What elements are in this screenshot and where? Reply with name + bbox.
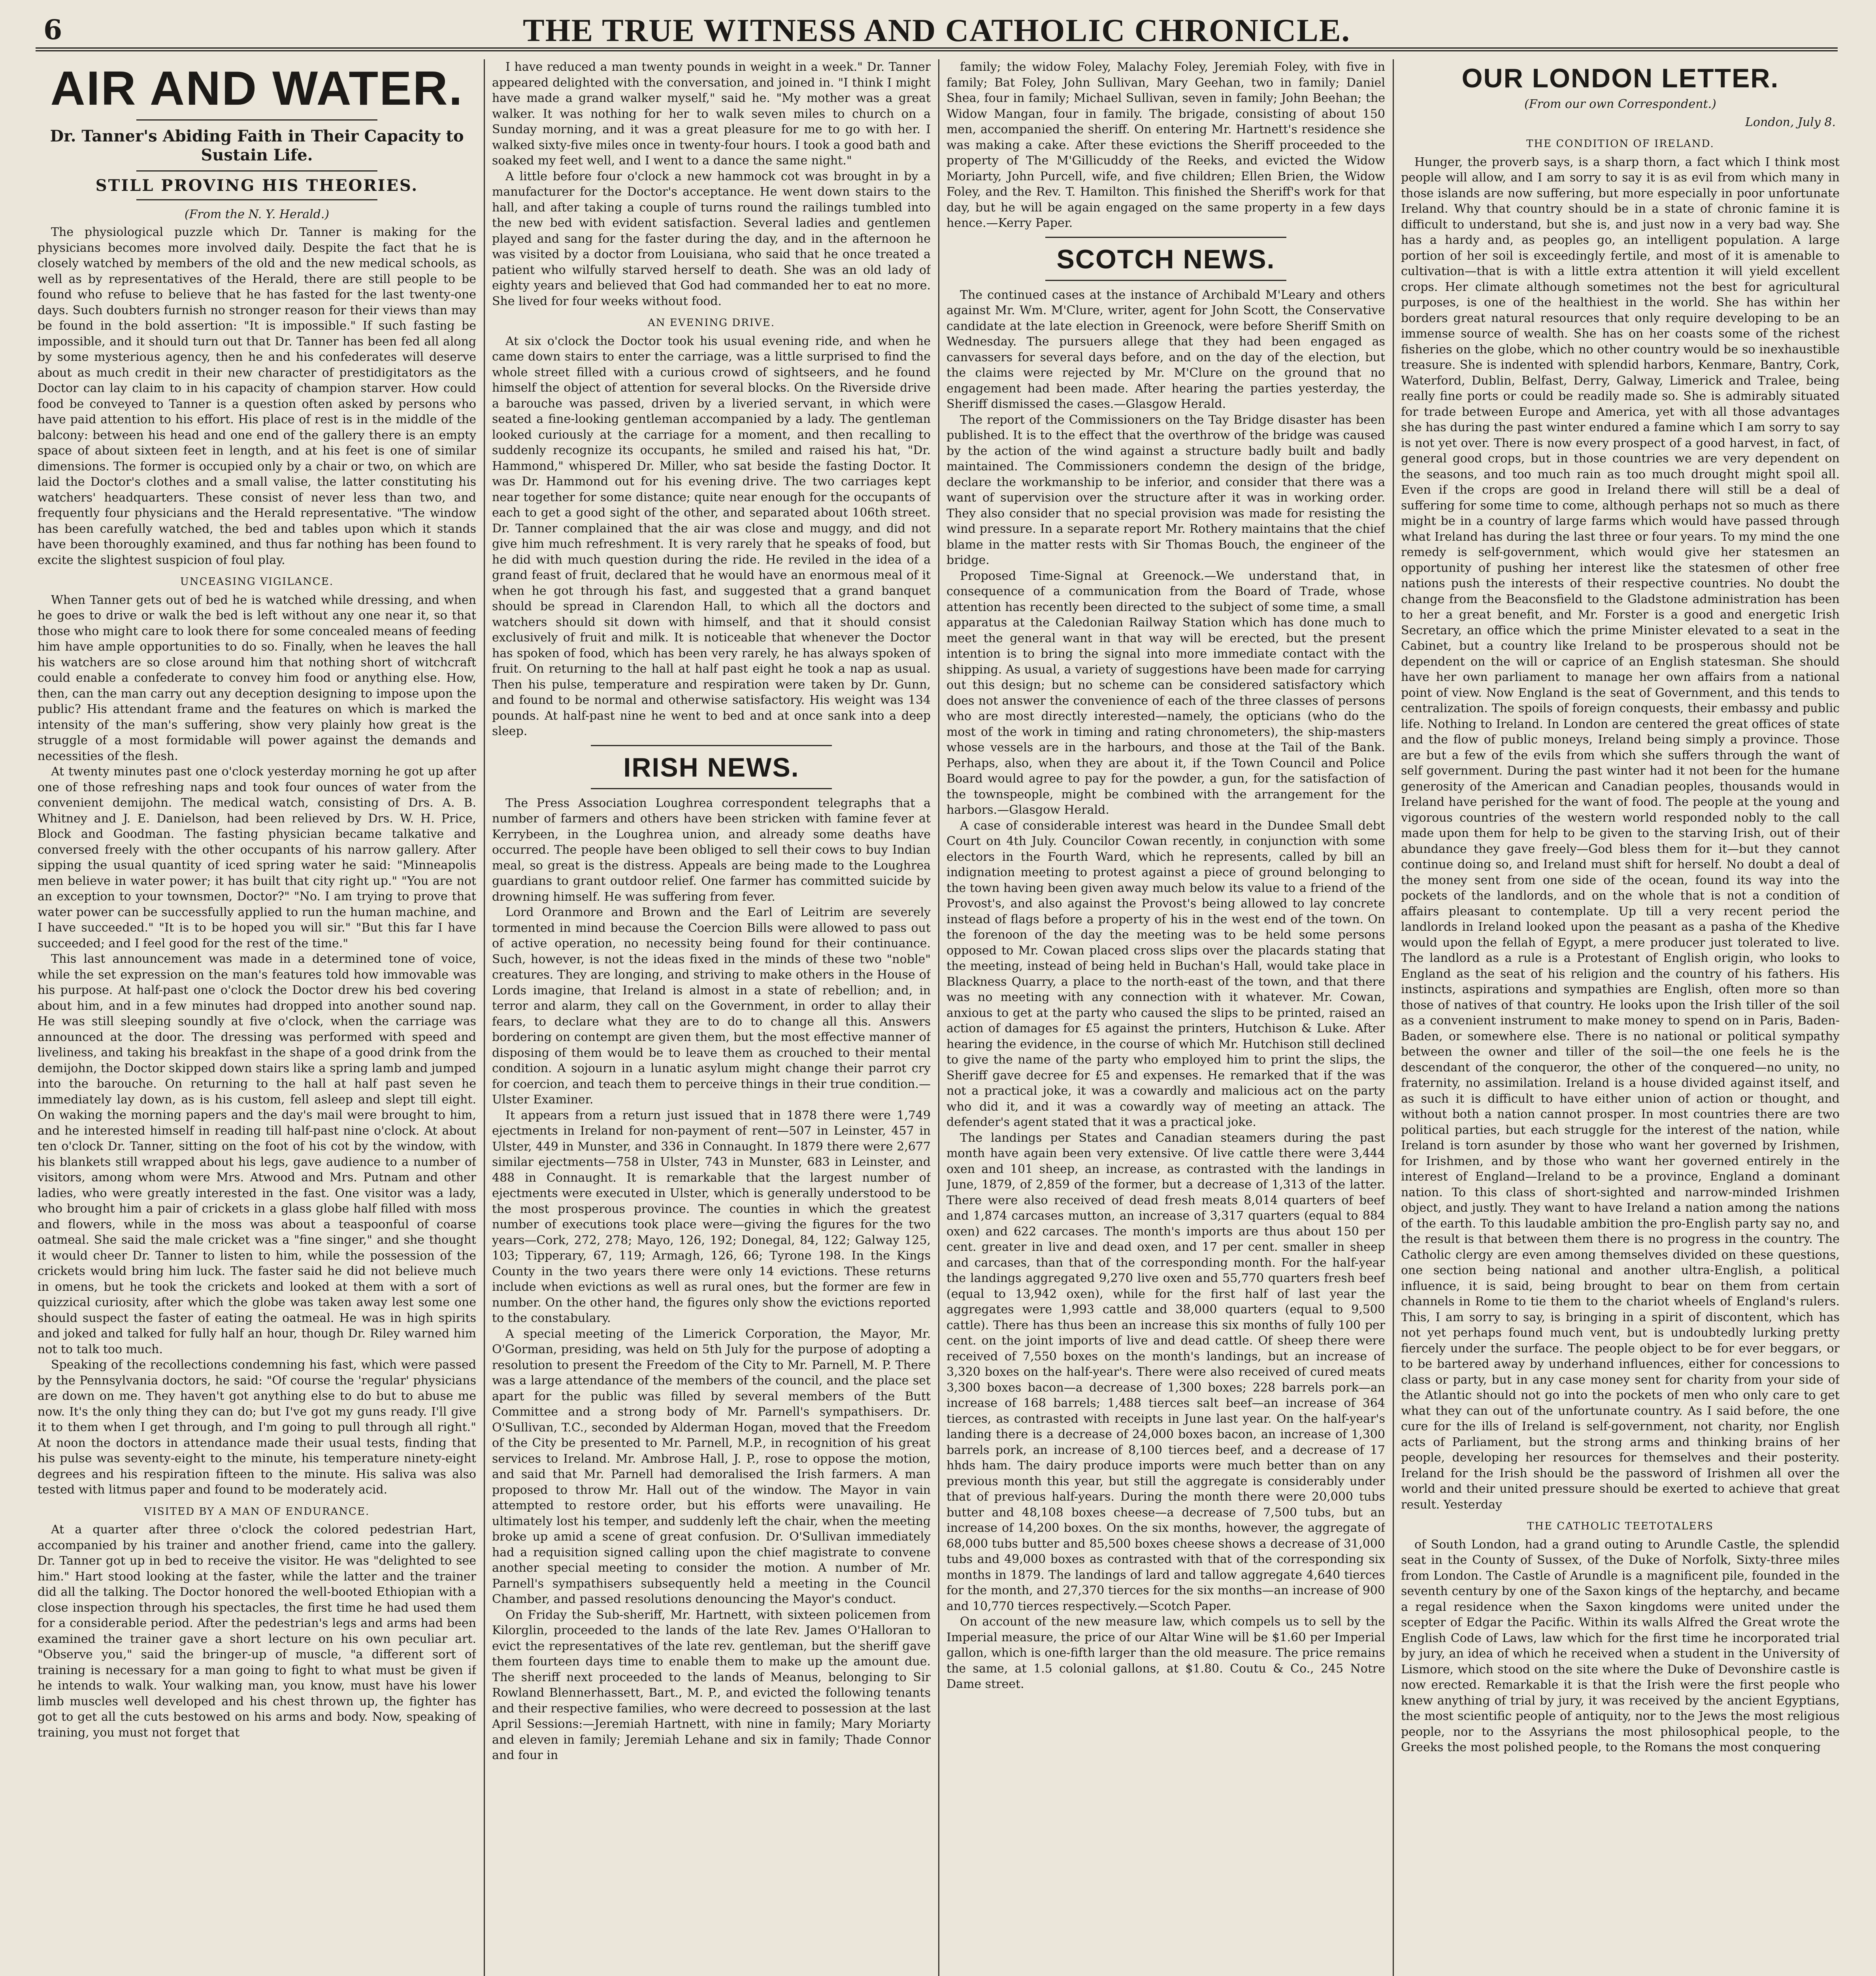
column-rule <box>484 59 485 1976</box>
article-paragraph: This last announcement was made in a determined tone of voice, while the set expression on the man's features told how immovable was his purpose. At half-past one o'clock the Doctor drew his bed covering about him, and in a few minutes had dropped into another sound nap. He was still sleeping soundly at five o'clock, when the carriage was announced at the door. The dressing was performed with speed and liveliness, and taking his breakfast in the shape of a good drink from the demijohn, the Doctor skipped down stairs like a spring lamb and jumped into the barouche. On returning to the hall at half past seven he immediately lay down, as is his custom, fell asleep and slept till eight. On waking the morning papers and the day's mail were brought to him, and he interested himself in reading till half-past nine o'clock. At about ten o'clock Dr. Tanner, sitting on the foot of his cot by the window, with his blankets still wrapped about his legs, gave audience to a number of visitors, among whom were Mrs. Atwood and Mrs. Putnam and other ladies, who were greatly interested in the fast. One visitor was a lady, who brought him a pair of crickets in a glass globe half filled with moss and flowers, while in the moss was about a teaspoonful of coarse oatmeal. She said the male cricket was a "fine singer," and she thought it would cheer Dr. Tanner to listen to him, while the possession of the crickets would bring him luck. The faster said he did not believe much in omens, but he took the crickets and looked at them with a sort of quizzical curiosity, after which the globe was taken away lest some one should suspect the faster of eating the oatmeal. He was in high spirits and joked and talked for fully half an hour, though Dr. Riley warned him not to talk too much. <box>38 952 476 1356</box>
article-paragraph: On Friday the Sub-sheriff, Mr. Hartnett, with sixteen policemen from Kilorglin, proceeded to the lands of the late Rev. James O'Halloran to evict the representatives of the late rev. gentleman, but the sheriff gave them fourteen days time to enable them to make up the amount due. The sheriff next proceeded to the lands of Meanus, belonging to Sir Rowland Blennerhassett, Bart., M. P., and evicted the following tenants and their respective families, who were decreed to possession at the last April Sessions:—Jeremiah Hartnett, with nine in family; Mary Moriarty and eleven in family; Jeremiah Lehane and six in family; Thade Connor and four in <box>492 1608 931 1762</box>
article-paragraph: A special meeting of the Limerick Corporation, the Mayor, Mr. O'Gorman, presiding, was held on 5th July for the purpose of adopting a resolution to present the Freedom of the City to Mr. Parnell, M. P. There was a large attendance of the members of the council, and the place set apart for the public was filled by several members of the Butt Committee and a strong body of Mr. Parnell's sympathisers. Dr. O'Sullivan, T.C., seconded by Alderman Hogan, moved that the Freedom of the City be presented to Mr. Parnell, M.P., in recognition of his great services to Ireland. Mr. Ambrose Hall, J. P., rose to oppose the motion, and said that Mr. Parnell had demoralised the Irish farmers. A man proposed to throw Mr. Hall out of the window. The Mayor in vain attempted to restore order, but his efforts were unavailing. He ultimately lost his temper, and suddenly left the chair, when the meeting broke up amid a scene of great confusion. Dr. O'Sullivan immediately had a requisition signed calling upon the chief magistrate to convene another special meeting to consider the motion. A number of Mr. Parnell's sympathisers subsequently held a meeting in the Council Chamber, and passed resolutions denouncing the Mayor's conduct. <box>492 1327 931 1606</box>
dateline: London, July 8. <box>1745 115 1836 129</box>
divider <box>1045 280 1287 281</box>
article-paragraph: A case of considerable interest was heard in the Dundee Small debt Court on 4th July. Councilor Cowan recently, in conjunction with some electors in the Fourth Ward, which he represents, called by bill an indignation meeting to protest against a piece of ground belonging to the town having been given away much below its value to a friend of the Provost's, and also against the Provost's being allowed to lay concrete instead of flags before a property of his in the west end of the town. On the forenoon of the day the meeting was to be held some persons opposed to Mr. Cowan placed cross slips over the placards stating that the meeting, instead of being held in Buchan's Hall, would take place in Blackness Quarry, a place to the north-east of the town, and that there was no meeting with any connection with it whatever. Mr. Cowan, anxious to get at the party who caused the slips to be printed, raised an action of damages for £5 against the printers, Hutchison & Luke. After hearing the evidence, in the course of which Mr. Hutchison still declined to give the name of the party who employed him to print the slips, the Sheriff gave decree for £5 and expenses. He remarked that if the was not a practical joke, it was a cowardly and malicious act on the party who did it, and it was a cowardly way of meeting an attack. The defender's agent stated that it was a practical joke. <box>946 818 1385 1129</box>
article-paragraph: At twenty minutes past one o'clock yesterday morning he got up after one of those refreshing naps and took four ounces of water from the convenient demijohn. The medical watch, consisting of Drs. A. B. Whitney and J. E. Danielson, had been relieved by Drs. W. H. Price, Block and Goodman. The fasting physician became talkative and conversed freely with the other occupants of his narrow gallery. After sipping the usual quantity of iced spring water he said: "Minneapolis men believe in water power; it has built that city right up." "You are not an exception to your townsmen, Doctor?" "No. I am trying to prove that water power can be successfully applied to run the human machine, and I have succeeded." "It is to be hoped you will sir." "But this far I have succeeded; and I feel good for the rest of the time." <box>38 765 476 950</box>
article-paragraph: I have reduced a man twenty pounds in weight in a week." Dr. Tanner appeared delighted with the conversation, and joined in. "I think I might have made a grand walker myself," said he. "My mother was a great walker. It was nothing for her to walk seven miles to church on a Sunday morning, and it was a great pleasure for me to go with her. I walked sixty-five miles once in twenty-four hours. I took a good bath and soaked my feet well, and I went to a dance the same night." <box>492 60 931 168</box>
section-heading: AN EVENING DRIVE. <box>647 317 775 329</box>
column-2 <box>492 59 931 1976</box>
article-paragraph: of South London, had a grand outing to Arundle Castle, the splendid seat in the County of Sussex, of the Duke of Norfolk, Sixty-three miles from London. The Castle of Arundle is a magnificent pile, founded in the seventh century by one of the Saxon kings of the heptarchy, and became a regal residence when the Saxon kingdoms were united under the scepter of Edgar the Pacific. Within its walls Alfred the Great wrote the English Code of Laws, law which for the first time he incorporated trial by jury, an idea of which he received when a student in the University of Lismore, which stood on the site where the Duke of Devonshire castle is now erected. Remarkable it is that the Irish were the first people who knew anything of trial by jury, it was received by the ancient Egyptians, the most scientific people of antiquity, nor to the Jews the most religious people, nor to the Assyrians the most philosophical people, to the Greeks the most polished people, to the Romans the most conquering <box>1401 1537 1840 1754</box>
headline-irish-news: IRISH NEWS. <box>623 752 799 782</box>
headline-london-letter: OUR LONDON LETTER. <box>1461 63 1779 93</box>
page-number: 6 <box>43 14 62 46</box>
article-source: (From the N. Y. Herald.) <box>184 207 330 221</box>
divider <box>136 199 378 200</box>
divider <box>136 119 378 121</box>
section-heading: VISITED BY A MAN OF ENDURANCE. <box>144 1505 370 1518</box>
article-paragraph: At a quarter after three o'clock the colored pedestrian Hart, accompanied by his trainer and another friend, came into the gallery. Dr. Tanner got up in bed to receive the visitor. He was "delighted to see him." Hart stood looking at the faster, while the latter and the trainer did all the talking. The Doctor honored the well-booted Ethiopian with a close inspection through his spectacles, the first time he had used them for a considerable period. After the pedestrian's legs and arms had been examined the trainer gave a short lecture on his own peculiar art. "Observe you," said the bringer-up of muscle, "a different sort of training is necessary for a man going to fight to what must be given if he intends to walk. Your walking man, you know, must have his lower limb muscles well developed and his chest thrown up, the fighter has got to get all the cuts bestowed on his arms and body. Now, speaking of training, you must not forget that <box>38 1523 476 1740</box>
article-paragraph: The landings per States and Canadian steamers during the past month have again been very extensive. Of live cattle there were 3,444 oxen and 101 sheep, an increase, as contrasted with the landings in June, 1879, of 2,859 of the former, but a decrease of 1,313 of the latter. There were also received of dead fresh meats 8,014 quarters of beef and 1,874 carcases mutton, an increase of 3,317 quarters (equal to 884 oxen) and 622 carcases. The month's imports are thus about 150 per cent. greater in live and dead oxen, and 17 per cent. smaller in sheep and carcases, than that of the corresponding month. For the half-year the landings aggregated 9,270 live oxen and 55,770 quarters fresh beef (equal to 13,942 oxen), while for the first half of last year the aggregates were 1,993 cattle and 38,000 quarters (equal to 9,500 cattle). There has thus been an increase this six months of fully 100 per cent. on the joint imports of live and dead cattle. Of sheep there were received of 7,550 boxes on the month's landings, but an increase of 3,320 boxes on the half-year's. There were also received of cured meats 3,300 boxes bacon—a decrease of 1,300 boxes; 228 barrels pork—an increase of 168 barrels; 1,488 tierces salt beef—an increase of 364 tierces, as contrasted with receipts in June last year. On the half-year's landing there is a decrease of 24,000 boxes bacon, an increase of 1,300 barrels pork, an increase of 8,100 tierces beef, and a decrease of 17 hhds ham. The dairy produce imports were much better than on any previous month this year, but still the aggregate is considerably under that of previous half-years. During the month there were 20,000 tubs butter and 48,108 boxes cheese—a decrease of 7,500 tubs, but an increase of 14,200 boxes. On the six months, however, the aggregate of 68,000 tubs butter and 85,500 boxes cheese shows a decrease of 31,000 tubs and 49,000 boxes as contrasted with that of the corresponding six months in 1879. The landings of lard and tallow aggregate 4,640 tierces for the month, and 27,370 tierces for the six months—an increase of 900 and 10,770 tierces respectively.—Scotch Paper. <box>946 1131 1385 1613</box>
subheadline: Dr. Tanner's Abiding Faith in Their Capacity to Sustain Life. <box>50 127 464 164</box>
masthead <box>36 11 1838 51</box>
article-paragraph: The report of the Commissioners on the Tay Bridge disaster has been published. It is to the effect that the overthrow of the bridge was caused by the action of the wind against a structure badly built and badly maintained. The Commissioners condemn the design of the bridge, declare the workmanship to be inferior, and consider that there was a want of supervision over the structure after it was in working order. They also consider that no special provision was made for resisting the wind pressure. In a separate report Mr. Rothery maintains that the chief blame in the matter rests with Sir Thomas Bouch, the engineer of the bridge. <box>946 413 1385 567</box>
article-paragraph: Proposed Time-Signal at Greenock.—We understand that, in consequence of a communication from the Board of Trade, whose attention has recently been directed to the subject of some time, a small apparatus at the Caledonian Railway Station which has done much to meet the general want in that way will be erected, but the present intention is to bring the signal into more immediate contact with the shipping. As usual, a variety of suggestions have been made for carrying out this design; but no scheme can be considered satisfactory which does not answer the convenience of each of the three classes of persons who are most directly interested—namely, the opticians (who do the most of the work in timing and rating chronometers), the ship-masters whose vessels are in the harbours, and those at the Tail of the Bank. Perhaps, also, when they are about it, if the Town Council and Police Board would agree to pay for the powder, a gun, for the satisfaction of the townspeople, might be combined with the arrangement for the harbors.—Glasgow Herald. <box>946 569 1385 817</box>
article-paragraph: family; the widow Foley, Malachy Foley, Jeremiah Foley, with five in family; Bat Foley, John Sullivan, Mary Geehan, two in family; Daniel Shea, four in family; Michael Sullivan, seven in family; John Beehan; the Widow Mangan, four in family. The brigade, consisting of about 150 men, accompanied the sheriff. On entering Mr. Hartnett's residence she was making a cake. After these evictions the Sheriff proceeded to the property of The M'Gillicuddy of the Reeks, and evicted the Widow Moriarty, John Purcell, wife, and five children; Ellen Brien, the Widow Foley, and the Rev. T. Hamilton. This finished the Sheriff's work for that day, but he will be again engaged on the same property in a few days hence.—Kerry Paper. <box>946 60 1385 230</box>
column-4 <box>1401 59 1840 1976</box>
divider <box>591 788 832 789</box>
article-paragraph: The Press Association Loughrea correspondent telegraphs that a number of farmers and others have been stricken with famine fever at Kerrybeen, in the Loughrea union, and already some deaths have occurred. The people have been obliged to sell their cows to buy Indian meal, so great is the distress. Appeals are being made to the Loughrea guardians to grant outdoor relief. One farmer has committed suicide by drowning himself. He was suffering from fever. <box>492 796 931 904</box>
subheadline-theories: STILL PROVING HIS THEORIES. <box>95 176 419 195</box>
column-3 <box>946 59 1385 1976</box>
column-rule <box>938 59 939 1976</box>
section-heading: THE CONDITION OF IRELAND. <box>1526 138 1714 150</box>
article-paragraph: At six o'clock the Doctor took his usual evening ride, and when he came down stairs to enter the carriage, was a little surprised to find the whole street filled with a curious crowd of sightseers, and he found himself the object of attention for several blocks. On the Riverside drive a barouche was passed, driven by a liveried servant, in which were seated a fine-looking gentleman accompanied by a lady. The gentleman looked curiously at the carriage for a moment, and then recalling to suddenly recognize its occupants, he smiled and raised his hat, "Dr. Hammond," whispered Dr. Miller, who sat beside the fasting Doctor. It was Dr. Hammond out for his evening drive. The two carriages kept near together for some distance; quite near enough for the occupants of each to get a good sight of the other, and separated about 106th street. Dr. Tanner complained that the air was close and muggy, and did not give him much refreshment. It is very rarely that he speaks of food, but he did with much question during the ride. He reviled in the idea of a grand feast of fruit, declared that he would have an enormous meal of it when he got through his fast, and suggested that a grand banquet should be spread in Clarendon Hall, to which all the doctors and watchers should sit down with himself, and that it should consist exclusively of fruit and milk. It is noticeable that whenever the Doctor has spoken of food, which has been very rarely, he has always spoken of fruit. On returning to the hall at half past eight he took a nap as usual. Then his pulse, temperature and respiration were taken by Dr. Gunn, and found to be normal and otherwise satisfactory. His weight was 134 pounds. At half-past nine he went to bed and at once sank into a deep sleep. <box>492 334 931 738</box>
article-paragraph: It appears from a return just issued that in 1878 there were 1,749 ejectments in Ireland for non-payment of rent—507 in Leinster, 457 in Ulster, 449 in Munster, and 336 in Connaught. In 1879 there were 2,677 similar ejectments—758 in Ulster, 743 in Munster, 683 in Leinster, and 488 in Connaught. It is remarkable that the largest number of ejectments were executed in Ulster, which is generally understood to be the most prosperous province. The counties in which the greatest number of executions took place were—giving the figures for the two years—Cork, 272, 278; Mayo, 126, 192; Donegal, 84, 122; Galway 125, 103; Tipperary, 67, 119; Armagh, 126, 66; Tyrone 198. In the Kings County in the two years there were only 14 evictions. These returns include when evictions as well as rural ones, but the former are few in number. On the other hand, the figures only show the evictions reported to the constabulary. <box>492 1108 931 1325</box>
article-paragraph: A little before four o'clock a new hammock cot was brought in by a manufacturer for the Doctor's acceptance. He went down stairs to the hall, and after taking a couple of turns round the railings tumbled into the new bed with evident satisfaction. Several ladies and gentlemen played and sang for the faster during the day, and in the afternoon he was visited by a doctor from Louisiana, who said that he once treated a patient who wilfully starved herself to death. She was an old lady of eighty years and believed that God had commanded her to eat no more. She lived for four weeks without food. <box>492 169 931 308</box>
article-paragraph: Lord Oranmore and Brown and the Earl of Leitrim are severely tormented in mind because the Coercion Bills were allowed to pass out of active operation, no necessity being found for their continuance. Such, however, is not the ideas fixed in the minds of these two "noble" creatures. They are longing, and striving to make others in the House of Lords imagine, that Ireland is almost in a state of rebellion; and, in terror and alarm, they call on the Government, in order to allay their fears, to declare what they are to do to change all this. Answers bordering on contempt are given them, but the most effective manner of disposing of them would be to leave them as crouched to their mental condition. A sojourn in a lunatic asylum might change their parrot cry for coercion, and teach them to perceive things in their true condition.—Ulster Examiner. <box>492 905 931 1107</box>
article-paragraph: The continued cases at the instance of Archibald M'Leary and others against Mr. Wm. M'Clure, writer, agent for John Scott, the Conservative candidate at the late election in Greenock, were before Sheriff Smith on Wednesday. The pursuers allege that they had been engaged as canvassers for several days before, and on the day of the election, but the claims were rejected by Mr. M'Clure on the ground that no engagement had been made. After hearing the parties yesterday, the Sheriff dismissed the cases.—Glasgow Herald. <box>946 288 1385 411</box>
headline-air-and-water: AIR AND WATER. <box>50 61 464 115</box>
column-rule <box>1393 59 1394 1976</box>
divider <box>591 745 832 746</box>
paper-title: THE TRUE WITNESS AND CATHOLIC CHRONICLE. <box>522 12 1351 48</box>
headline-scotch-news: SCOTCH NEWS. <box>1056 244 1275 274</box>
section-heading: UNCEASING VIGILANCE. <box>180 576 334 588</box>
divider <box>136 170 378 172</box>
article-paragraph: The physiological puzzle which Dr. Tanner is making for the physicians becomes more involved daily. Despite the fact that he is closely watched by members of the old and the new medical schools, as well as by representatives of the Herald, there are still people to be found who refuse to believe that he has fasted for the last twenty-one days. Such doubters furnish no stronger reason for their views than may be found in the bold assertion: "It is impossible." If such fasting be impossible, and it should turn out that Dr. Tanner has been fed all along by some mysterious agency, then he and his confederates will deserve about as much credit in their new character of prestidigitators as the Doctor can lay claim to in his capacity of champion starver. How could food be conveyed to Tanner is a question often asked by persons who have paid attention to his effort. His place of rest is in the middle of the balcony: between his head and one end of the gallery there is an empty space of about sixteen feet in length, and at his feet is one of similar dimensions. The former is occupied only by a chair or two, on which are laid the Doctor's clothes and a small valise, the latter constituting his watchers' headquarters. These consist of never less than two, and frequently four physicians and the Herald representative. "The window has been carefully watched, the bed and tables upon which it stands have been thoroughly examined, and thus far nothing has been found to excite the slightest suspicion of foul play. <box>38 225 476 567</box>
article-paragraph: Hunger, the proverb says, is a sharp thorn, a fact which I think most people will allow, and I am sorry to say it is as evil from which many in those islands are now suffering, but more especially in poor unfortunate Ireland. Why that country should be in a state of chronic famine it is difficult to understand, but she is, and just now in a very bad way. She has a hardy and, as peoples go, an intelligent population. A large portion of her soil is exceedingly fertile, and most of it is amenable to cultivation—that is with a little extra attention it will yield excellent crops. Her climate although sometimes not the best for agricultural purposes, is one of the healthiest in the world. She has within her borders great natural resources that only require developing to be an immense source of wealth. She has on her coasts some of the richest fisheries on the globe, which no other country would be so inexhaustible treasure. She is indented with splendid harbors, Kenmare, Bantry, Cork, Waterford, Dublin, Belfast, Derry, Galway, Limerick and Tralee, being really fine ports or could be readily made so. She is admirably situated for trade between Europe and America, yet with all those advantages she has during the past winter endured a famine which I am sorry to say is not yet over. There is now every prospect of a good harvest, in fact, of general good crops, but in those countries we are very dependent on the seasons, and too much rain as too much drought might spoil all. Even if the crops are good in Ireland there will still be a deal of suffering for some time to come, although perhaps not so much as there might be in a country of large farms which would have passed through what Ireland has during the last three or four years. To my mind the one remedy is self-government, which would give her statesmen an opportunity of pushing her interest like the statesmen of other free nations push the interests of their respective countries. No doubt the change from the Beaconsfield to the Gladstone administration has been to her a great benefit, and Mr. Forster is a good and energetic Irish Secretary, an office which the prime Minister elevated to a seat in the Cabinet, but a country like Ireland to be prosperous should not be dependent on the will or caprice of an English statesman. She should have her own parliament to manage her own affairs from a national point of view. Now England is the seat of Government, and this tends to centralization. The spoils of foreign conquests, their embassy and public life. Nothing to Ireland. In London are centered the great offices of state and the flow of public moneys, Ireland being simply a province. Those are but a few of the evils from which she suffers through the want of self government. During the past winter had it not been for the humane generosity of the American and Canadian peoples, thousands would in Ireland have perished for the want of food. The people at the young and vigorous countries of the western world responded nobly to the call made upon them for help to be given to the starving Irish, out of their abundance they gave freely—God bless them for it—but they cannot continue doing so, and Ireland must shift for herself. No doubt a deal of the money sent from one side of the ocean, found its way into the pockets of the landlords, and on the whole that is not a condition of affairs pleasant to contemplate. Up till a very recent period the landlords in Ireland looked upon the peasant as a pasha of the Khedive would upon the fellah of Egypt, a mere producer just tolerated to live. The landlord as a rule is a Protestant of English origin, who looks to England as the seat of his religion and the country of his fathers. His instincts, aspirations and sympathies are English, often more so than those of natives of that country. He looks upon the Irish tiller of the soil as a convenient instrument to make money to spend on in Paris, Baden-Baden, or somewhere else. There is no national or political sympathy between the owner and tiller of the soil—the one feels he is the descendant of the conqueror, the other of the conquered—no unity, no fraternity, no assimilation. Ireland is a house divided against itself, and as such it is difficult to have either union of action or thought, and without both a nation cannot prosper. In most countries there are two political parties, but each struggle for the interest of the nation, while Ireland is torn asunder by those who want her governed by Irishmen, for Irishmen, and by those who want her governed entirely in the interest of England—Ireland to be a province, England a dominant nation. To this class of short-sighted and narrow-minded Irishmen object, and justly. They want to have Ireland a nation among the nations of the earth. To this laudable ambition the pro-English party say no, and the result is that between them there is no progress in the country. The Catholic clergy are even among themselves divided on these questions, one section being national and another ultra-English, a political influence, it is said, being brought to bear on them from certain channels in Rome to tie them to the chariot wheels of England's rulers. This, I am sorry to say, is bringing in a spirit of discontent, which has not yet perhaps found much vent, but is undoubtedly lurking pretty fiercely under the surface. The people object to be for ever beggars, or to be bartered away by underhand influences, either for concessions to class or party, but in any case money sent for charity from your side of the Atlantic should not go into the pockets of men who only care to get what they can out of the unfortunate country. As I said before, the one cure for the ills of Ireland is self-government, not charity, nor English acts of Parliament, but the strong arms and thinking brains of her people, developing her resources for themselves and their posterity. Ireland for the Irish should be the password of Irishmen all over the world and their united pressure should be exerted to achieve that great result. Yesterday <box>1401 155 1840 1512</box>
article-paragraph: On account of the new measure law, which compels us to sell by the Imperial measure, the price of our Altar Wine will be $1.60 per Imperial gallon, which is one-fifth larger than the old measure. The price remains the same, at 1.5 colonial gallons, at $1.80. Coutu & Co., 245 Notre Dame street. <box>946 1615 1385 1691</box>
column-1 <box>38 59 476 1976</box>
divider <box>1045 237 1287 238</box>
article-paragraph: Speaking of the recollections condemning his fast, which were passed by the Pennsylvania doctors, he said: "Of course the 'regular' physicians are down on me. They haven't got anything else to do but to abuse me now. It's the only thing they can do; but I've got my guns ready. I'll give it to them when I get through, and I'm going to pull through all right." At noon the doctors in attendance made their usual tests, finding that his pulse was seventy-eight to the minute, his temperature ninety-eight degrees and his respiration fifteen to the minute. His saliva was also tested with litmus paper and found to be moderately acid. <box>38 1358 476 1497</box>
article-source: (From our own Correspondent.) <box>1524 97 1716 111</box>
article-paragraph: When Tanner gets out of bed he is watched while dressing, and when he goes to drive or walk the bed is left without any one near it, so that those who might care to look there for some concealed means of feeding him have ample opportunities to do so. Finally, when he leaves the hall his watchers are so close around him that nothing short of witchcraft could enable a confederate to convey him food or anything else. How, then, can the man carry out any deception designing to impose upon the public? His attendant frame and the features on which is marked the intensity of the man's suffering, show very plainly how great is the struggle of a most formidable will power against the demands and necessities of the flesh. <box>38 593 476 763</box>
section-heading: THE CATHOLIC TEETOTALERS <box>1527 1520 1714 1532</box>
